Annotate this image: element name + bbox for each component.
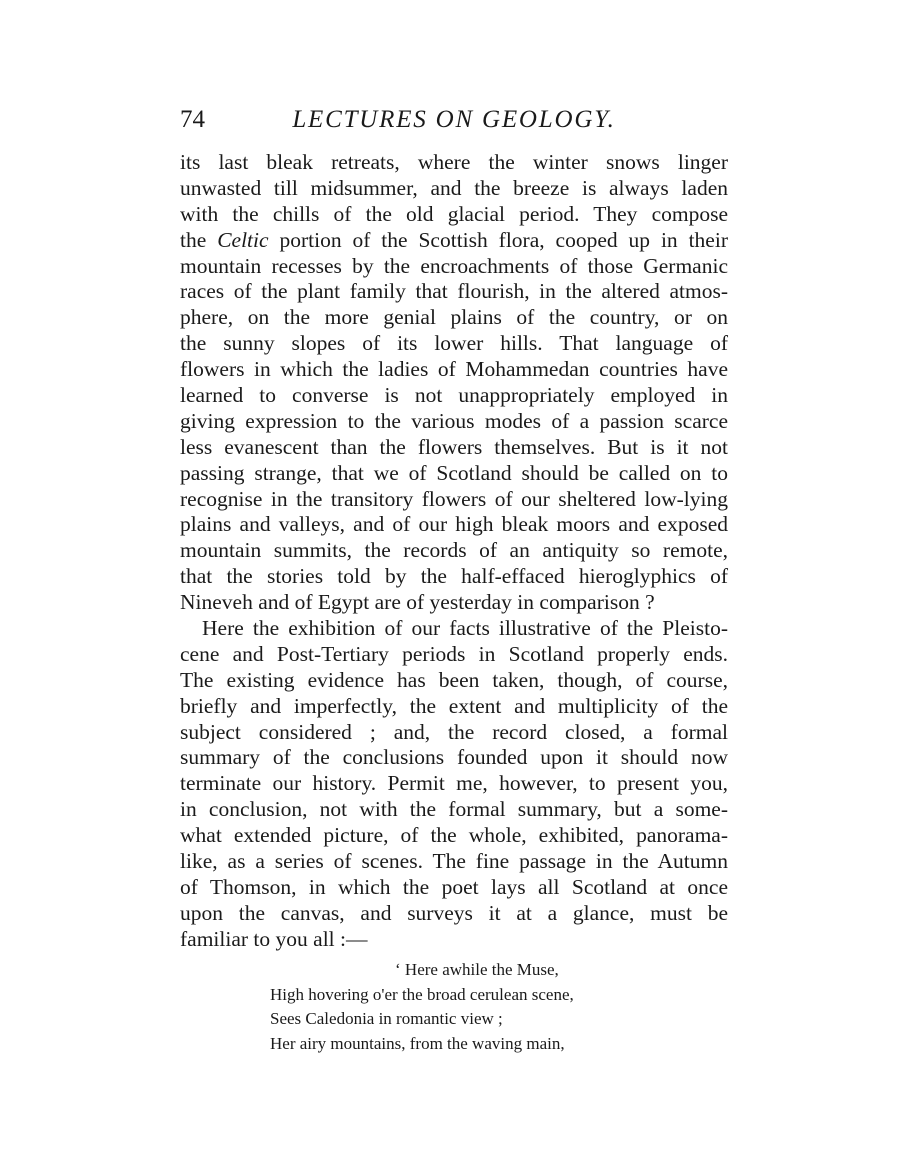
verse-line: Sees Caledonia in romantic view ; [270,1009,503,1028]
text-line: giving expression to the various modes of a passion scarce [180,408,728,433]
running-title: LECTURES ON GEOLOGY. [292,106,616,133]
text-line: with the chills of the old glacial period. They compose [180,201,728,226]
running-head [180,103,728,137]
text-line: upon the canvas, and surveys it at a glance, must be [180,900,728,925]
text-line: Nineveh and of Egypt are of yesterday in comparison ? [180,590,655,615]
text-line: cene and Post-Tertiary periods in Scotland properly ends. [180,641,728,666]
verse-line: Her airy mountains, from the waving main, [270,1033,565,1053]
paragraph [180,616,728,953]
text-line [180,228,728,254]
text-line: its last bleak retreats, where the winter snows linger [180,150,728,174]
text-run: portion of the Scottish flora, cooped up in their [268,227,728,252]
text-line: races of the plant family that flourish, in the altered atmos- [180,279,728,304]
text-line: phere, on the more genial plains of the country, or on [180,305,728,330]
text-line: like, as a series of scenes. The fine passage in the Autumn [180,849,728,874]
text-line: mountain summits, the records of an antiquity so remote, [180,538,728,563]
text-line: briefly and imperfectly, the extent and multiplicity of the [180,693,728,718]
text-line: what extended picture, of the whole, exhibited, panorama- [180,823,728,848]
verse-quotation [270,958,670,1056]
text-line: flowers in which the ladies of Mohammedan countries have [180,357,728,382]
body-text [180,150,728,953]
text-line: subject considered ; and, the record closed, a formal [180,719,728,744]
text-line: The existing evidence has been taken, though, of course, [180,667,728,692]
text-line: of Thomson, in which the poet lays all Scotland at once [180,874,728,899]
text-line: recognise in the transitory flowers of our sheltered low-lying [180,486,728,511]
text-line: passing strange, that we of Scotland should be called on to [180,460,728,485]
text-line: summary of the conclusions founded upon it should now [180,745,728,770]
page-number: 74 [180,106,205,133]
text-line: less evanescent than the flowers themselves. But is it not [180,434,728,459]
text-run: the [180,227,218,252]
text-line: terminate our history. Permit me, however, to present you, [180,771,728,796]
emphasized-word: Celtic [217,227,269,252]
text-line: in conclusion, not with the formal summary, but a some- [180,797,728,822]
text-line: Here the exhibition of our facts illustrative of the Pleisto- [202,616,728,641]
verse-line: ‘ Here awhile the Muse, [395,960,559,979]
text-line: the sunny slopes of its lower hills. That language of [180,331,728,356]
text-line: familiar to you all :— [180,926,368,951]
text-line: mountain recesses by the encroachments of those Germanic [180,253,728,278]
text-line: unwasted till midsummer, and the breeze is always laden [180,175,728,200]
text-line: learned to converse is not unappropriately employed in [180,383,728,408]
paragraph [180,150,728,616]
text-line: plains and valleys, and of our high bleak moors and exposed [180,512,728,537]
verse-line: High hovering o'er the broad cerulean scene, [270,984,574,1004]
text-line: that the stories told by the half-effaced hieroglyphics of [180,564,728,589]
